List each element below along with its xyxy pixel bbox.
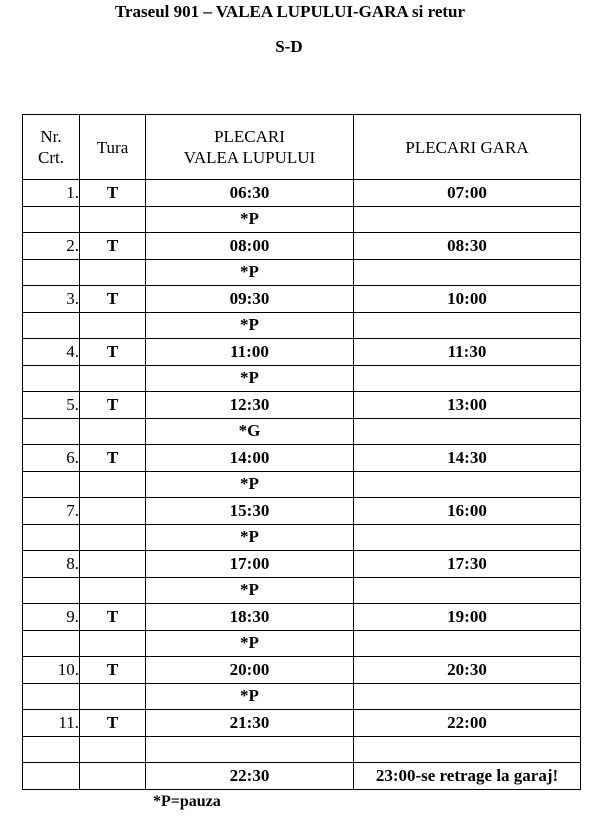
cell-plecari-gara bbox=[354, 683, 581, 710]
cell-nr-crt bbox=[23, 683, 80, 710]
cell-tura: T bbox=[80, 339, 146, 366]
table-row bbox=[23, 312, 581, 339]
cell-tura: T bbox=[80, 180, 146, 207]
cell-plecari-valea-lupului: 14:00 bbox=[146, 445, 354, 472]
cell-plecari-gara: 07:00 bbox=[354, 180, 581, 207]
cell-nr-crt bbox=[23, 206, 80, 233]
cell-plecari-valea-lupului bbox=[146, 736, 354, 763]
cell-plecari-valea-lupului: *P bbox=[146, 312, 354, 339]
cell-tura: T bbox=[80, 392, 146, 419]
cell-plecari-valea-lupului: 17:00 bbox=[146, 551, 354, 578]
cell-nr-crt: 4. bbox=[23, 339, 80, 366]
cell-tura: T bbox=[80, 233, 146, 260]
cell-plecari-gara bbox=[354, 524, 581, 551]
cell-plecari-valea-lupului: 21:30 bbox=[146, 710, 354, 737]
cell-plecari-gara: 22:00 bbox=[354, 710, 581, 737]
table-row bbox=[23, 604, 581, 631]
schedule-table bbox=[22, 114, 581, 790]
cell-plecari-valea-lupului: *P bbox=[146, 524, 354, 551]
table-row bbox=[23, 180, 581, 207]
header-plecari-gara: PLECARI GARA bbox=[354, 115, 581, 180]
cell-plecari-gara: 14:30 bbox=[354, 445, 581, 472]
cell-plecari-gara: 10:00 bbox=[354, 286, 581, 313]
cell-tura bbox=[80, 365, 146, 392]
table-row bbox=[23, 683, 581, 710]
cell-nr-crt bbox=[23, 259, 80, 286]
cell-nr-crt: 8. bbox=[23, 551, 80, 578]
cell-tura bbox=[80, 418, 146, 445]
cell-tura: T bbox=[80, 445, 146, 472]
cell-nr-crt: 3. bbox=[23, 286, 80, 313]
cell-tura bbox=[80, 736, 146, 763]
cell-plecari-valea-lupului: 18:30 bbox=[146, 604, 354, 631]
cell-plecari-valea-lupului: 11:00 bbox=[146, 339, 354, 366]
table-row bbox=[23, 392, 581, 419]
table-row bbox=[23, 418, 581, 445]
cell-tura bbox=[80, 763, 146, 790]
cell-nr-crt: 9. bbox=[23, 604, 80, 631]
table-row bbox=[23, 710, 581, 737]
header-vl-line1: PLECARI bbox=[214, 127, 285, 146]
cell-tura bbox=[80, 524, 146, 551]
header-plecari-valea-lupului bbox=[146, 115, 354, 180]
cell-plecari-valea-lupului: *P bbox=[146, 471, 354, 498]
cell-plecari-gara bbox=[354, 418, 581, 445]
table-row bbox=[23, 551, 581, 578]
cell-nr-crt bbox=[23, 418, 80, 445]
cell-tura: T bbox=[80, 286, 146, 313]
table-row bbox=[23, 206, 581, 233]
cell-plecari-valea-lupului: *P bbox=[146, 365, 354, 392]
cell-plecari-gara bbox=[354, 471, 581, 498]
page-title: Traseul 901 – VALEA LUPULUI-GARA si retur bbox=[114, 2, 466, 21]
table-row bbox=[23, 445, 581, 472]
cell-plecari-valea-lupului: *G bbox=[146, 418, 354, 445]
cell-nr-crt bbox=[23, 763, 80, 790]
cell-plecari-gara: 08:30 bbox=[354, 233, 581, 260]
cell-nr-crt: 2. bbox=[23, 233, 80, 260]
cell-plecari-valea-lupului: *P bbox=[146, 206, 354, 233]
cell-plecari-gara bbox=[354, 259, 581, 286]
cell-plecari-gara: 11:30 bbox=[354, 339, 581, 366]
cell-plecari-gara: 13:00 bbox=[354, 392, 581, 419]
cell-plecari-valea-lupului: *P bbox=[146, 683, 354, 710]
cell-tura: T bbox=[80, 604, 146, 631]
cell-plecari-valea-lupului: 22:30 bbox=[146, 763, 354, 790]
cell-plecari-gara bbox=[354, 312, 581, 339]
cell-plecari-valea-lupului: 08:00 bbox=[146, 233, 354, 260]
cell-tura bbox=[80, 551, 146, 578]
table-row bbox=[23, 365, 581, 392]
page-subtitle: S-D bbox=[275, 37, 303, 56]
cell-tura bbox=[80, 206, 146, 233]
header-nr-line2: Crt. bbox=[38, 148, 64, 167]
cell-plecari-valea-lupului: 15:30 bbox=[146, 498, 354, 525]
cell-plecari-valea-lupului: 06:30 bbox=[146, 180, 354, 207]
cell-tura bbox=[80, 683, 146, 710]
header-nr-line1: Nr. bbox=[40, 127, 62, 146]
cell-plecari-gara bbox=[354, 630, 581, 657]
cell-tura bbox=[80, 312, 146, 339]
table-row bbox=[23, 286, 581, 313]
cell-plecari-valea-lupului: *P bbox=[146, 259, 354, 286]
cell-tura bbox=[80, 498, 146, 525]
table-row bbox=[23, 524, 581, 551]
cell-plecari-gara: 23:00-se retrage la garaj! bbox=[354, 763, 581, 790]
cell-tura bbox=[80, 471, 146, 498]
table-row bbox=[23, 498, 581, 525]
cell-plecari-valea-lupului: 09:30 bbox=[146, 286, 354, 313]
cell-nr-crt bbox=[23, 524, 80, 551]
table-row bbox=[23, 630, 581, 657]
cell-nr-crt bbox=[23, 630, 80, 657]
header-nr-crt bbox=[23, 115, 80, 180]
cell-nr-crt: 10. bbox=[23, 657, 80, 684]
cell-plecari-valea-lupului: *P bbox=[146, 630, 354, 657]
table-row bbox=[23, 577, 581, 604]
cell-plecari-gara bbox=[354, 577, 581, 604]
table-row bbox=[23, 471, 581, 498]
cell-nr-crt bbox=[23, 736, 80, 763]
table-row bbox=[23, 763, 581, 790]
cell-nr-crt bbox=[23, 312, 80, 339]
cell-nr-crt bbox=[23, 365, 80, 392]
header-vl-line2: VALEA LUPULUI bbox=[183, 148, 316, 167]
cell-plecari-gara: 20:30 bbox=[354, 657, 581, 684]
cell-plecari-valea-lupului: 12:30 bbox=[146, 392, 354, 419]
cell-nr-crt: 1. bbox=[23, 180, 80, 207]
footnote: *P=pauza bbox=[153, 793, 221, 810]
cell-tura: T bbox=[80, 657, 146, 684]
table-row bbox=[23, 339, 581, 366]
table-row bbox=[23, 736, 581, 763]
header-tura: Tura bbox=[80, 115, 146, 180]
table-row bbox=[23, 657, 581, 684]
cell-nr-crt bbox=[23, 471, 80, 498]
cell-nr-crt: 6. bbox=[23, 445, 80, 472]
cell-plecari-valea-lupului: 20:00 bbox=[146, 657, 354, 684]
cell-plecari-valea-lupului: *P bbox=[146, 577, 354, 604]
cell-plecari-gara bbox=[354, 365, 581, 392]
table-row bbox=[23, 233, 581, 260]
cell-nr-crt: 11. bbox=[23, 710, 80, 737]
table-row bbox=[23, 259, 581, 286]
cell-plecari-gara bbox=[354, 736, 581, 763]
header-row bbox=[23, 115, 581, 180]
cell-nr-crt: 5. bbox=[23, 392, 80, 419]
cell-nr-crt: 7. bbox=[23, 498, 80, 525]
cell-tura bbox=[80, 630, 146, 657]
cell-plecari-gara bbox=[354, 206, 581, 233]
cell-plecari-gara: 19:00 bbox=[354, 604, 581, 631]
cell-tura: T bbox=[80, 710, 146, 737]
cell-tura bbox=[80, 577, 146, 604]
cell-plecari-gara: 17:30 bbox=[354, 551, 581, 578]
cell-tura bbox=[80, 259, 146, 286]
cell-plecari-gara: 16:00 bbox=[354, 498, 581, 525]
cell-nr-crt bbox=[23, 577, 80, 604]
